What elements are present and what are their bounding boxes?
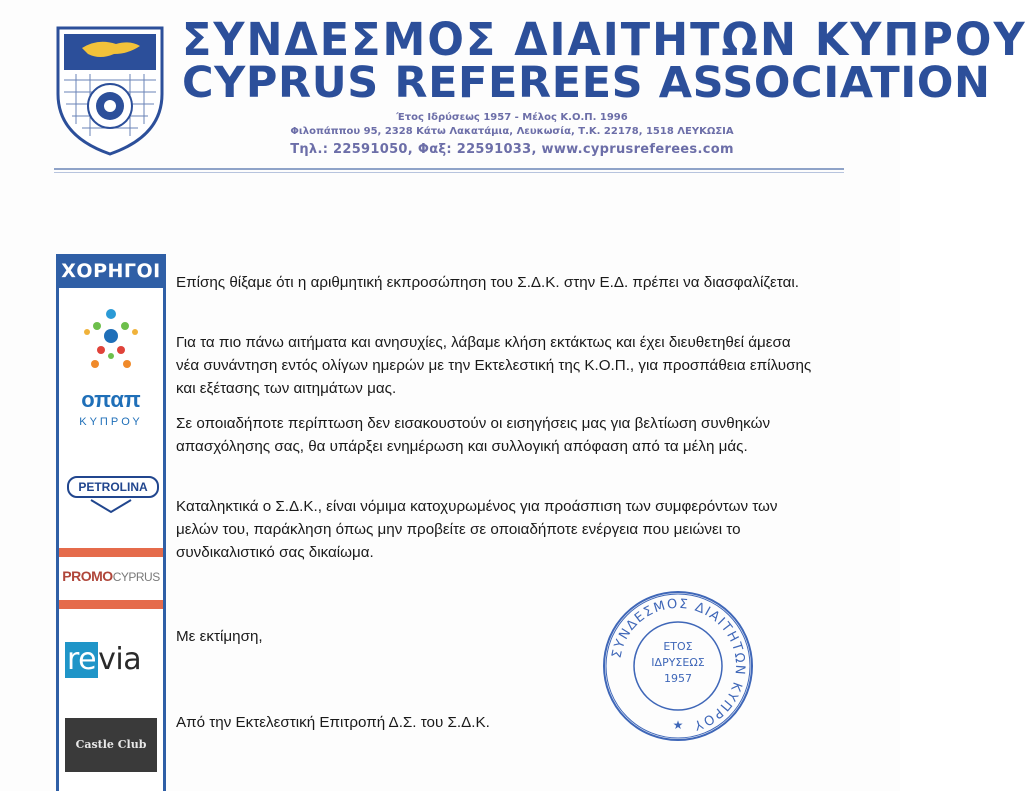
paragraph-decision: Σε οποιαδήποτε περίπτωση δεν εισακουστούν οι εισηγήσεις μας για βελτίωση συνθηκών απασχόλησης σας, θα υπάρξει ενημέρωση και συλλογική απόφαση από τα μέλη μάς. (176, 415, 771, 455)
promo-main-text: PROMO (62, 568, 113, 584)
closing-greeting: Με εκτίμηση, (176, 628, 263, 645)
stamp-line-1: ΕΤΟΣ (663, 640, 693, 653)
signature-line: Από την Εκτελεστική Επιτροπή Δ.Σ. του Σ.Δ.Κ. (176, 714, 490, 731)
revia-logo (65, 642, 157, 678)
association-crest-logo (54, 24, 166, 158)
stamp-line-3: 1957 (664, 672, 692, 685)
promo-bottom-bar (59, 600, 163, 609)
paragraph-representation: Επίσης θίξαμε ότι η αριθμητική εκπροσώπηση του Σ.Δ.Κ. στην Ε.Δ. πρέπει να διασφαλίζεται. (176, 274, 799, 291)
revia-re: re (67, 642, 97, 677)
founded-line: Έτος Ιδρύσεως 1957 - Μέλος Κ.Ο.Π. 1996 (396, 112, 628, 123)
promo-cyprus-logo (61, 568, 161, 584)
stamp-star-icon: ★ (672, 718, 684, 732)
stamp-ring-text: ΣΥΝΔΕΣΜΟΣ ΔΙΑΙΤΗΤΩΝ ΚΥΠΡΟΥ (609, 596, 748, 733)
contact-line: Τηλ.: 22591050, Φαξ: 22591033, www.cyprusreferees.com (290, 142, 734, 157)
promo-top-bar (59, 548, 163, 557)
sponsors-heading: ΧΟΡΗΓΟΙ (59, 254, 163, 288)
paragraph-conclusion: Καταληκτικά ο Σ.Δ.Κ., είναι νόμιμα κατοχυρωμένος για προάσπιση των συμφερόντων των μελών του, παράκληση όπως μην προβείτε σε οποιαδήποτε ενέργεια που μειώνει το συνδικαλιστικό σας δικαίωμα. (176, 498, 778, 561)
sponsors-sidebar (56, 254, 166, 791)
association-stamp (598, 586, 758, 746)
paragraph-meeting: Για τα πιο πάνω αιτήματα και ανησυχίες, λάβαμε κλήση εκτάκτως και έχει διευθετηθεί άμεσα νέα συνάντηση εντός ολίγων ημερών με την Εκτελεστική της Κ.Ο.Π., για προσπάθεια επίλυσης και εξέτασης των αιτημάτων μας. (176, 334, 812, 397)
petrolina-emblem-icon (89, 498, 133, 514)
header-divider (54, 168, 844, 170)
opap-wordmark: οπαπ (81, 387, 141, 412)
association-title-greek: ΣΥΝΔΕΣΜΟΣ ΔΙΑΙΤΗΤΩΝ ΚΥΠΡΟΥ (182, 13, 1027, 67)
opap-logo-icon (81, 306, 141, 386)
petrolina-logo: PETROLINA (67, 476, 159, 498)
opap-subtitle: ΚΥΠΡΟΥ (79, 416, 143, 428)
revia-via: via (98, 642, 142, 677)
address-line: Φιλοπάππου 95, 2328 Κάτω Λακατάμια, Λευκωσία, Τ.Κ. 22178, 1518 ΛΕΥΚΩΣΙΑ (290, 126, 734, 137)
association-title-english: CYPRUS REFEREES ASSOCIATION (182, 58, 991, 108)
header-divider-thin (54, 172, 844, 173)
castle-club-logo: Castle Club (65, 718, 157, 772)
stamp-line-2: ΙΔΡΥΣΕΩΣ (651, 656, 705, 669)
promo-sub-text: CYPRUS (112, 570, 160, 584)
